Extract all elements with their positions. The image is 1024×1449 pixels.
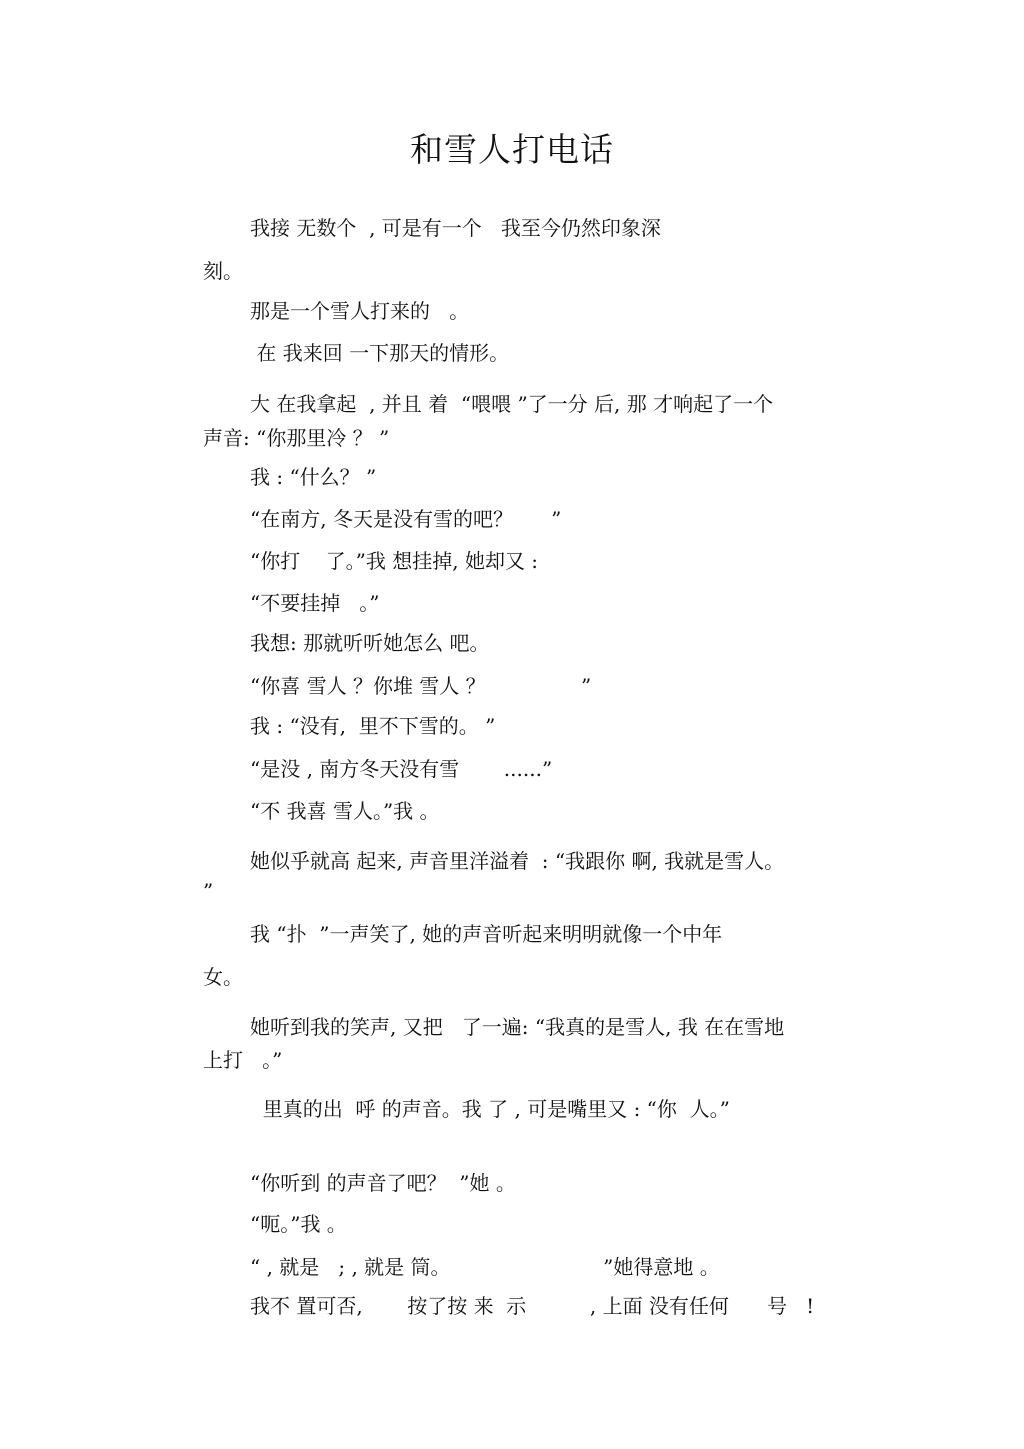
document-title: 和雪人打电话 [410, 130, 614, 169]
paragraph-line: “在南方, 冬天是没有雪的吧？ ” [250, 507, 562, 531]
paragraph-line: 我接 无数个 , 可是有一个 我至今仍然印象深 [250, 216, 661, 240]
paragraph-line: 刻。 [203, 259, 243, 283]
paragraph-line: “呃。”我 。 [250, 1212, 347, 1236]
paragraph-line: “你打 了。”我 想挂掉, 她却又 : [250, 549, 539, 573]
paragraph-line: 女。 [203, 965, 243, 989]
paragraph-line: “ , 就是 ; , 就是 筒。 ”她得意地 。 [250, 1255, 720, 1279]
paragraph-line: “不 我喜 雪人。”我 。 [250, 799, 440, 823]
paragraph-line: 大 在我拿起 , 并且 着 “喂喂 ”了一分 后, 那 才响起了一个 [250, 392, 774, 416]
paragraph-line: ” [203, 879, 214, 903]
paragraph-line: 我不 置可否, 按了按 来 示 , 上面 没有任何 号 ! [250, 1294, 815, 1318]
paragraph-line: 里真的出 呼 的声音。我 了 , 可是嘴里又 : “你 人。” [250, 1097, 730, 1121]
paragraph-line: 我 : “什么？ ” [250, 465, 377, 489]
paragraph-line: 那是一个雪人打来的 。 [250, 299, 470, 323]
paragraph-line: 她听到我的笑声, 又把 了一遍: “我真的是雪人, 我 在在雪地 [250, 1015, 785, 1039]
paragraph-line: 我 “扑 ”一声笑了, 她的声音听起来明明就像一个中年 [250, 922, 723, 946]
paragraph-line: 我 : “没有, 里不下雪的。 ” [250, 714, 496, 738]
paragraph-line: 她似乎就高 起来, 声音里洋溢着 : “我跟你 啊, 我就是雪人。 [250, 849, 785, 873]
paragraph-line: 我想: 那就听听她怎么 吧。 [250, 631, 490, 655]
paragraph-line: 声音: “你那里冷 ？ ” [203, 426, 390, 450]
paragraph-line: 在 我来回 一下那天的情形。 [250, 341, 510, 365]
paragraph-line: “你听到 的声音了吧？ ”她 。 [250, 1171, 516, 1195]
paragraph-line: “是没 , 南方冬天没有雪 ......” [250, 757, 553, 781]
paragraph-line: 上打 。” [203, 1048, 283, 1072]
paragraph-line: “你喜 雪人 ？你堆 雪人 ？ ” [250, 674, 592, 698]
paragraph-line: “不要挂掉 。” [250, 591, 380, 615]
